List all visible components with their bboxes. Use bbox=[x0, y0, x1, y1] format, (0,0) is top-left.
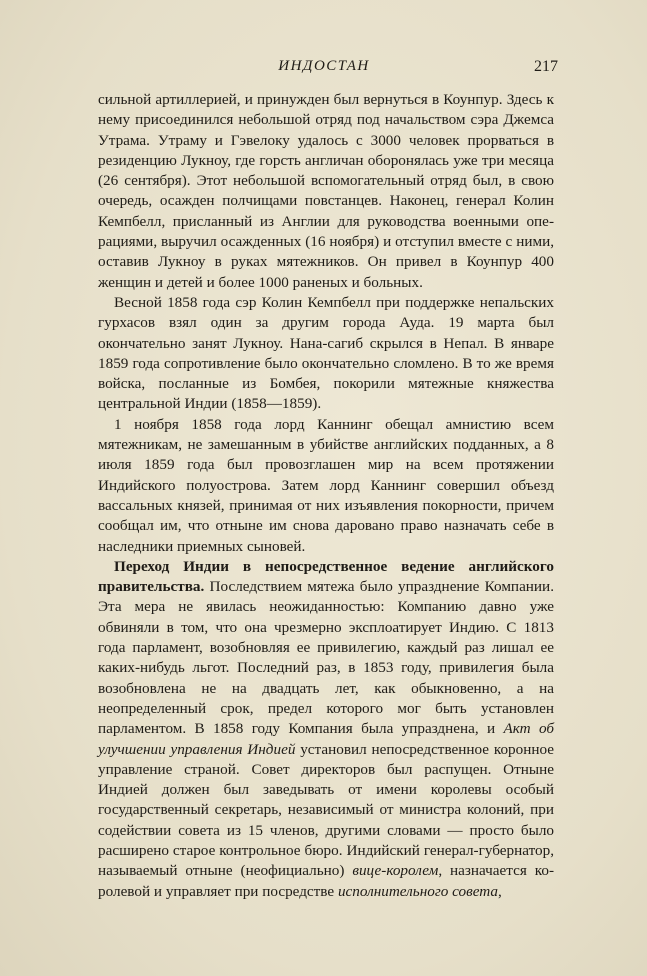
running-title: ИНДОСТАН bbox=[278, 58, 370, 74]
paragraph-4-text-a: Последствием мятежа было упразднение Компании. Эта мера не явилась неожиданностью: Компанию давно уже обвиняли в том, что она чрезмерно эксплоатирует Индию. С 1813 года парламент, возобновляя ее привилегию, каждый раз лишал ее каких-нибудь льгот. Последний раз, в 1853 году, привилегия была возобновлена не на двадцать лет, как обыкновенно, а на неопределенный срок, предел которого мог быть установлен парламентом. В 1858 году Компания была упразднена, и bbox=[98, 578, 554, 738]
page-body bbox=[98, 90, 554, 902]
paragraph-2: Весной 1858 года сэр Колин Кемпбелл при поддержке непальских гурхасов взял один за другим города Ауда. 19 марта был окончательно занят Лукноу. Нана-сагиб скрылся в Непал. В январе 1859 года сопротивление было окончательно сломлено. В то же время войска, посланные из Бомбея, покорили мятежные княжества центральной Индии (1858—1859). bbox=[98, 293, 554, 413]
executive-council-term: исполнительного совета bbox=[337, 882, 498, 900]
viceroy-term: вице-королем bbox=[352, 862, 439, 880]
paragraph-4-text-c: , назначается королевой и управляет при посредстве bbox=[98, 862, 555, 900]
paragraph-4 bbox=[98, 557, 554, 902]
act-title: Акт об улучшении управления Индией bbox=[98, 720, 554, 758]
paragraph-3: 1 ноября 1858 года лорд Каннинг обещал амнистию всем мятежникам, не замешанным в убийстве английских подданных, а 8 июля 1859 года был провозглашен мир на всем протяжении Индийского полуострова. Затем лорд Каннинг совершил объезд вассальных князей, принимая от них изъявления покорности, причем сообщал им, что отныне им снова даровано право назначать себе в наследники приемных сыновей. bbox=[98, 415, 554, 555]
paragraph-4-text-b: установил непосредственное коронное управление страной. Совет директоров был распущен. Отныне Индией должен был заведывать от имени королевы особый государственный секретарь, независимый от министра колоний, при содействии совета из 15 членов, другими словами — просто было расширено старое контрольное бюро. Индийский генерал-губернатор, называемый отныне (неофициально) bbox=[98, 740, 555, 880]
page-number: 217 bbox=[534, 58, 558, 75]
paragraph-1: сильной артиллерией, и принужден был вернуться в Коунпур. Здесь к нему присоединился небольшой отряд под начальством сэра Джемса Утрама. Утраму и Гэвелоку удалось с 3000 человек прорваться в резиденцию Лукноу, где горсть англичан оборонялась уже три месяца (26 сентября). Этот небольшой вспомогательный отряд был, в свою очередь, осажден полчищами повстанцев. Наконец, генерал Колин Кемпбелл, присланный из Англии для руководства военными операциями, выручил осажденных (16 ноября) и отступил вместе с ними, оставив Лукноу в руках мятежников. Он привел в Коунпур 400 женщин и детей и более 1000 раненых и больных. bbox=[98, 91, 554, 291]
paragraph-4-text-d: , bbox=[497, 882, 502, 900]
running-head bbox=[90, 58, 558, 84]
section-title: Переход Индии в непосредственное ведение английского правительства. bbox=[98, 557, 554, 596]
